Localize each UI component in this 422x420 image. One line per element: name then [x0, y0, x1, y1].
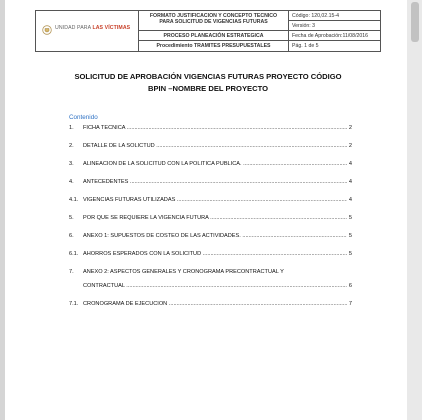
logo-cell — [36, 11, 139, 51]
header-code: Código: 120,02.15-4 — [289, 11, 380, 21]
header-version: Versión: 3 — [289, 21, 380, 31]
vertical-scrollbar[interactable] — [407, 0, 422, 420]
header-meta-column — [289, 11, 380, 51]
header-form-title: FORMATO JUSTIFICACION Y CONCEPTO TECNICO PARA SOLICITUD DE VIGENCIAS FUTURAS — [139, 11, 288, 31]
document-page: UNIDAD PARA LAS VÍCTIMAS FORMATO JUSTIFICACION Y CONCEPTO TECNICO PARA SOLICITUD DE VIGENCIAS FUTURAS PROCESO PLANEACIÓN ESTRATEGICA Procedimiento TRAMITES PRESUPUESTALES Código: 120,02.15-4 Versión: 3 Fecha de Aprobación:11/08/2016 Pág. 1 de 5 SOLICITUD DE APROBACIÓN VIGENCIAS FUTURAS PROYECTO CÓDIGO BPIN –NOMBRE DEL PROYECTO Contenido 1. FICHA TECNICA ..... 2 2. DETALLE DE LA SOLICTUD ..... 2 3. ALINEACIÓN DE LA SOLICITUD CON LA POLITICA PÚBLICA. ..... 4 4. ANTECEDENTES ..... 4 4.1. VIGENCIAS FUTURAS UTILIZADAS ..... 4 5. POR QUÉ SE REQUIERE LA VIGENCIA FUTURA ..... 5 6. ANEXO 1: SUPUESTOS DE COSTEO DE LAS ACTIVIDADES. ..... 5 6.1. AHORROS ESPERADOS CON LA SOLICITUD ..... 5 7. ANEXO 2: ASPECTOS GENERALES Y CRONOGRAMA PRECONTRACTUAL Y CONTRACTUAL ..... 6 7.1. CRONOGRAMA DE EJECUCIÓN ..... 7 — [5, 0, 407, 420]
document-title: SOLICITUD DE APROBACIÓN VIGENCIAS FUTURAS PROYECTO CÓDIGO BPIN –NOMBRE DEL PROYECTO — [74, 72, 342, 93]
toc-entry[interactable]: 7. ANEXO 2: ASPECTOS GENERALES Y CRONOGRAMA PRECONTRACTUAL Y CONTRACTUAL ..... 6 — [69, 269, 352, 291]
logo-text: UNIDAD PARA LAS VÍCTIMAS — [55, 25, 131, 31]
header-process: PROCESO PLANEACIÓN ESTRATEGICA — [139, 31, 288, 41]
header-title-column — [139, 11, 289, 51]
scrollbar-thumb[interactable] — [411, 2, 419, 42]
header-page-number: Pág. 1 de 5 — [292, 43, 319, 49]
toc-heading: Contenido — [69, 114, 98, 121]
header-approval-date: Fecha de Aprobación:11/08/2016 — [289, 31, 380, 41]
header-procedure: Procedimiento TRAMITES PRESUPUESTALES — [156, 43, 271, 49]
header-table — [35, 10, 381, 52]
coat-of-arms-icon — [42, 25, 52, 35]
